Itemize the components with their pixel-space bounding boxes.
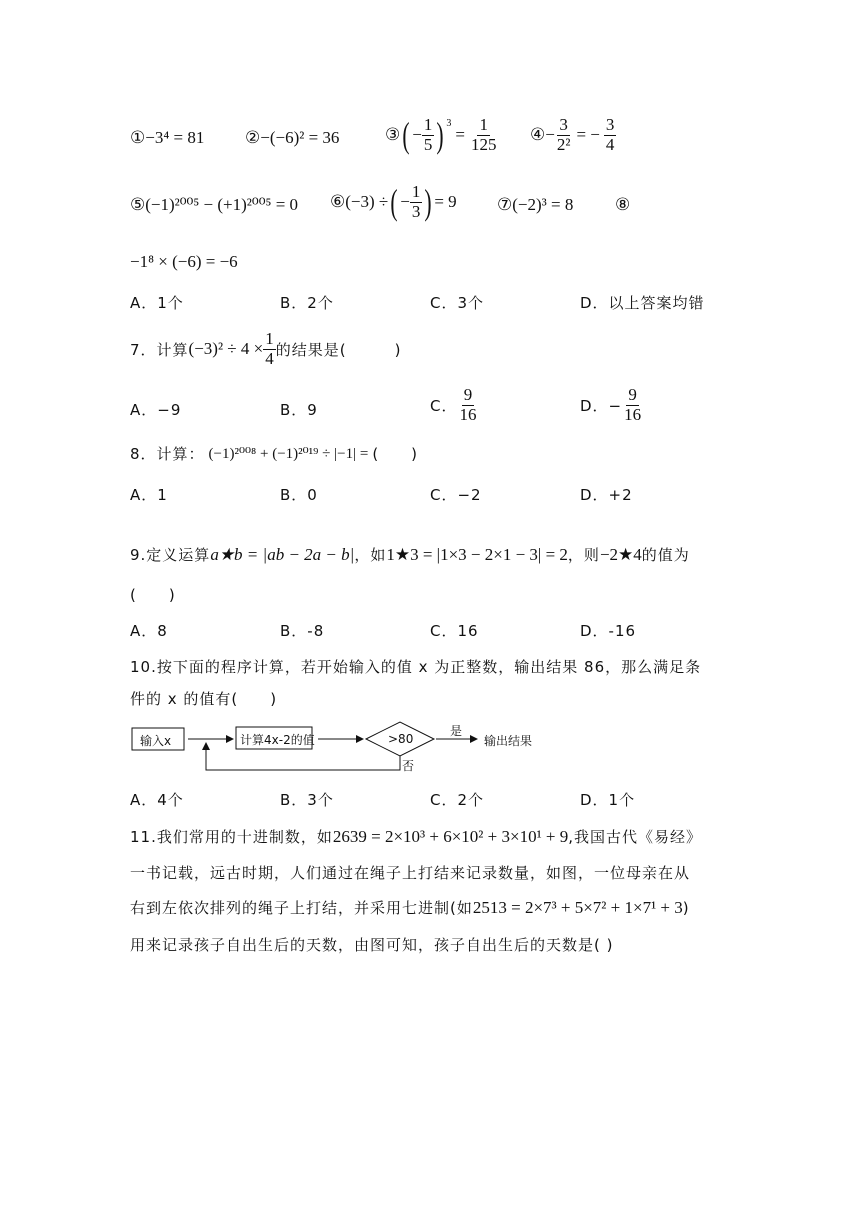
q9-text: 的值为	[641, 546, 690, 564]
denominator: 16	[459, 404, 477, 424]
option-label: C．	[430, 396, 458, 415]
statement-4-marker: ④−	[530, 125, 555, 145]
statement-7: ⑦(−2)³ = 8	[497, 195, 574, 214]
fraction	[457, 386, 478, 424]
q10-line-2: 件的 x 的值有( )	[130, 690, 278, 708]
q8-expression: (−1)²⁰⁰⁸ + (−1)²⁰¹⁹ ÷ |−1| =	[208, 446, 369, 462]
q10-option-a[interactable]: A．4个	[130, 791, 184, 809]
statement-8: −1⁸ × (−6) = −6	[130, 252, 238, 271]
fraction	[622, 386, 643, 424]
denominator: 16	[624, 404, 642, 424]
numerator: 9	[628, 385, 637, 404]
q9-option-c[interactable]: C．16	[430, 622, 479, 640]
q9-example: 1★3 = |1×3 − 2×1 − 3| = 2	[386, 544, 568, 564]
numerator: 1	[265, 329, 274, 348]
q9-option-a[interactable]: A．8	[130, 622, 168, 640]
fraction	[263, 330, 276, 368]
statement-3-marker: ③	[385, 125, 401, 145]
q9-definition: a★b = |ab − 2a − b|	[210, 544, 355, 564]
statement-1: ①−3⁴ = 81	[130, 128, 205, 147]
statement-5: ⑤(−1)²⁰⁰⁵ − (+1)²⁰⁰⁵ = 0	[130, 195, 299, 214]
q7-suffix: 的结果是( )	[275, 340, 402, 359]
q11-line-3	[130, 897, 690, 918]
fraction	[469, 116, 499, 154]
q6-option-d[interactable]: D．以上答案均错	[580, 294, 705, 312]
statement-4: ④− $\frac{3}{\text{2²}}$ = − $\frac{3}{4}$	[530, 115, 615, 154]
q6-option-a[interactable]: A．1个	[130, 294, 184, 312]
option-label: D．−	[580, 396, 623, 415]
q7-expression: (−3)² ÷ 4 ×	[188, 339, 264, 359]
exponent: 3	[446, 118, 452, 129]
q6-option-c[interactable]: C．3个	[430, 294, 485, 312]
q8-suffix: ( )	[372, 445, 419, 463]
numerator: 3	[559, 115, 568, 134]
q7-option-d[interactable]	[580, 386, 643, 424]
fraction	[604, 116, 617, 154]
q9-text: ，则	[567, 546, 600, 564]
q10-line-1: 10.按下面的程序计算，若开始输入的值 x 为正整数，输出结果 86，那么满足条	[130, 658, 702, 676]
flow-input-label: 输入x	[140, 734, 172, 748]
statement-8-marker: ⑧	[615, 195, 631, 214]
numerator: 1	[411, 182, 421, 201]
flow-arrowhead	[356, 735, 364, 743]
statement-6-rhs: = 9	[434, 192, 457, 212]
q9-text: 9.定义运算	[130, 546, 211, 564]
question-7	[130, 330, 401, 368]
flow-yes-label: 是	[450, 724, 463, 738]
flow-arrowhead	[470, 735, 478, 743]
q10-option-d[interactable]: D．1个	[580, 791, 636, 809]
paren-left: (	[402, 115, 410, 156]
q8-option-b[interactable]: B．0	[280, 486, 318, 504]
q10-option-b[interactable]: B．3个	[280, 791, 334, 809]
q9-blank: ( )	[130, 586, 176, 604]
q7-option-c[interactable]	[430, 386, 478, 424]
q8-option-c[interactable]: C．−2	[430, 486, 482, 504]
q9-option-d[interactable]: D．-16	[580, 622, 637, 640]
q11-text: 11.我们常用的十进制数，如	[130, 828, 333, 846]
question-9	[130, 544, 690, 565]
q9-option-b[interactable]: B．-8	[280, 622, 325, 640]
numerator: 3	[605, 115, 615, 134]
flow-no-label: 否	[402, 759, 415, 773]
denominator: 3	[411, 201, 421, 221]
flow-condition-label: >80	[388, 732, 414, 746]
q11-text: )	[682, 898, 690, 917]
numerator: 9	[463, 385, 473, 404]
q9-query: −2★4	[599, 544, 642, 564]
statement-2: ②−(−6)² = 36	[245, 128, 340, 147]
flow-compute-label: 计算4x-2的值	[240, 733, 315, 747]
q9-text: ，如	[354, 546, 387, 564]
denominator: 5	[423, 134, 433, 154]
q11-text: 右到左依次排列的绳子上打结，并采用七进制(如	[130, 899, 473, 917]
paren-right: )	[424, 182, 432, 223]
q7-option-b[interactable]: B．9	[280, 401, 318, 419]
statement-6: ⑥(−3) ÷ ( − $\frac{1}{3}$ ) = 9	[330, 182, 457, 223]
q10-option-c[interactable]: C．2个	[430, 791, 485, 809]
statement-6-lhs: ⑥(−3) ÷	[330, 192, 389, 212]
fraction	[555, 116, 573, 154]
q7-prefix: 7．计算	[130, 340, 189, 359]
numerator: 1	[479, 115, 488, 134]
q8-option-a[interactable]: A．1	[130, 486, 168, 504]
paren-left: (	[390, 182, 398, 223]
fraction	[422, 116, 435, 154]
q6-option-b[interactable]: B．2个	[280, 294, 334, 312]
q11-line-4: 用来记录孩子自出生后的天数，由图可知，孩子自出生后的天数是( )	[130, 936, 614, 954]
numerator: 1	[423, 115, 433, 134]
denominator: 2²	[556, 134, 571, 154]
q8-prefix: 8．计算：	[130, 445, 205, 463]
denominator: 125	[470, 134, 497, 154]
flow-loop-line	[206, 746, 400, 770]
statement-3: ③ ( − $\frac{1}{5}$ ) $^3$ = $\frac{1}{125}$	[385, 115, 497, 156]
fraction	[410, 183, 423, 221]
denominator: 4	[265, 348, 274, 368]
q11-math: 2639 = 2×10³ + 6×10² + 3×10¹ + 9	[332, 826, 569, 846]
flow-output-label: 输出结果	[484, 734, 533, 748]
flow-arrowhead	[226, 735, 234, 743]
q11-text: ,我国古代《易经》	[568, 828, 703, 846]
paren-right: )	[436, 115, 444, 156]
q8-option-d[interactable]: D．+2	[580, 486, 633, 504]
question-8	[130, 443, 418, 464]
q11-math: 2513 = 2×7³ + 5×7² + 1×7¹ + 3	[472, 897, 683, 917]
denominator: 4	[605, 134, 615, 154]
q11-line-2: 一书记载，远古时期，人们通过在绳子上打结来记录数量，如图，一位母亲在从	[130, 864, 691, 882]
flow-arrowhead	[202, 742, 210, 750]
q11-line-1	[130, 826, 702, 847]
q7-option-a[interactable]: A．−9	[130, 401, 182, 419]
